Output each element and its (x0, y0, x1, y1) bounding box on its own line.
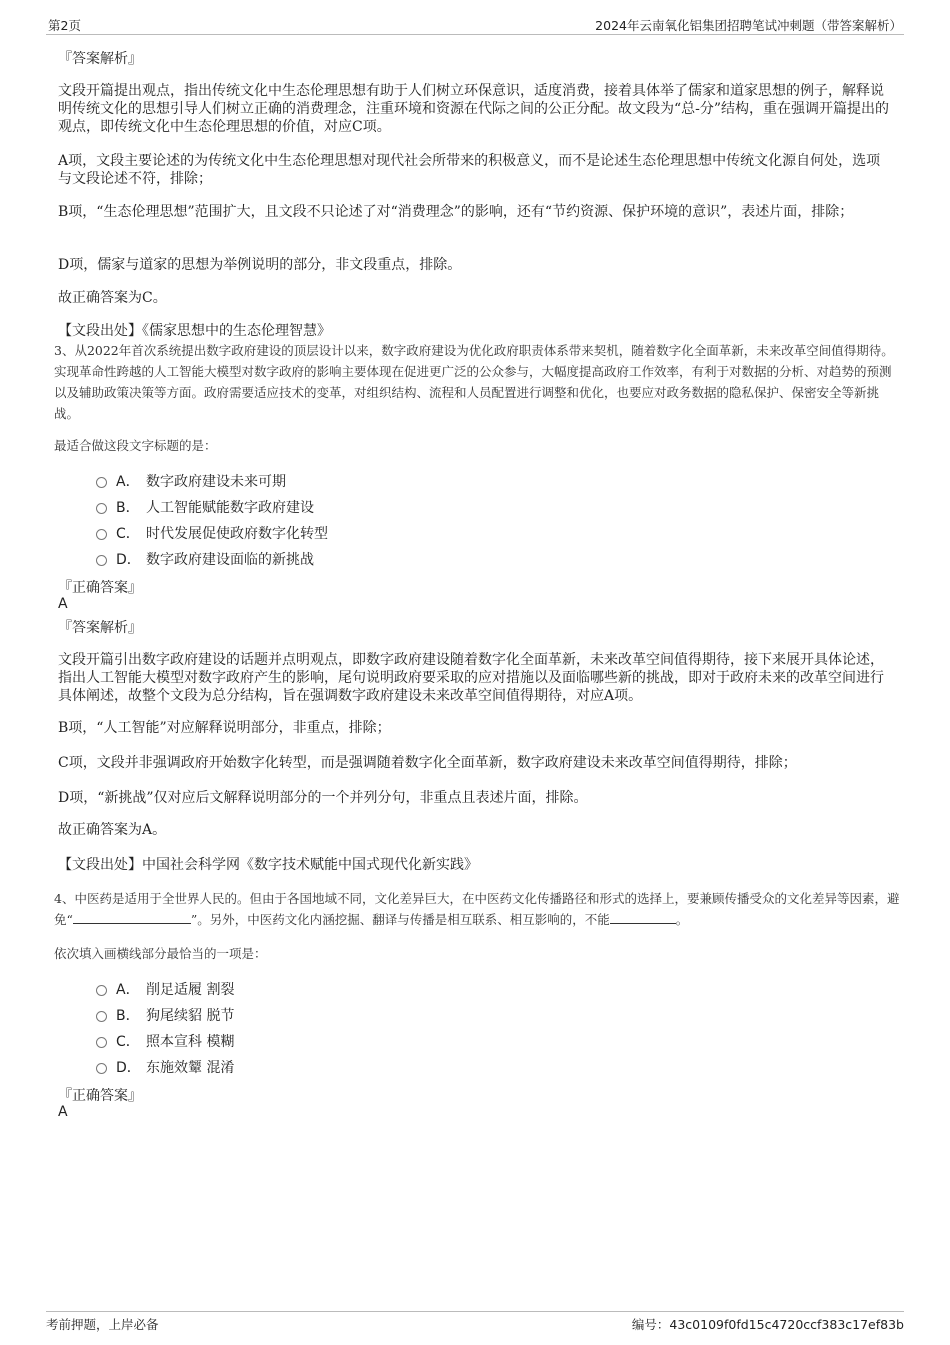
question-3-prompt: 最适合做这段文字标题的是： (54, 438, 217, 453)
radio-button-icon[interactable] (96, 1011, 107, 1022)
question-4-option-d[interactable]: D． 东施效颦 混淆 (96, 1057, 234, 1077)
fill-blank-2 (610, 911, 676, 924)
question-3-option-d[interactable]: D． 数字政府建设面临的新挑战 (96, 549, 314, 569)
correct-answer-label: 『正确答案』 (58, 1088, 142, 1104)
question-3-option-b[interactable]: B． 人工智能赋能数字政府建设 (96, 497, 314, 517)
radio-button-icon[interactable] (96, 503, 107, 514)
radio-button-icon[interactable] (96, 477, 107, 488)
page-footer (46, 1311, 904, 1332)
analysis-paragraph: 文段开篇提出观点，指出传统文化中生态伦理思想有助于人们树立环保意识，适度消费，接着具体举了儒家和道家思想的例子，解释说明传统文化的思想引导人们树立正确的消费理念，注重环境和资源在代际之间的公正分配。故文段为“总-分”结构，重在强调开篇提出的观点，即传统文化中生态伦理思想的价值，对应C项。 (58, 83, 890, 135)
radio-button-icon[interactable] (96, 555, 107, 566)
analysis-paragraph: D项，“新挑战”仅对应后文解释说明部分的一个并列分句，非重点且表述片面，排除。 (58, 790, 588, 806)
analysis-paragraph: B项，“生态伦理思想”范围扩大，且文段不只论述了对“消费理念”的影响，还有“节约资源、保护环境的意识”，表述片面，排除； (58, 204, 854, 220)
correct-answer-value: A (58, 596, 68, 612)
analysis-paragraph: 文段开篇引出数字政府建设的话题并点明观点，即数字政府建设随着数字化全面革新，未来改革空间值得期待，接下来展开具体论述，指出人工智能大模型对数字政府产生的影响，尾句说明政府要采取的应对措施以及面临哪些新的挑战，即对于政府未来的改革空间进行具体阐述，故整个文段为总分结构，旨在强调数字政府建设未来改革空间值得期待，对应A项。 (58, 652, 884, 704)
analysis-paragraph: C项，文段并非强调政府开始数字化转型，而是强调随着数字化全面革新，数字政府建设未来改革空间值得期待，排除； (58, 755, 797, 771)
question-4-text: 4、中医药是适用于全世界人民的。但由于各国地域不同，文化差异巨大，在中医药文化传播路径和形式的选择上，要兼顾传播受众的文化差异等因素，避免“ ”。另外，中医药文化内涵挖掘、翻译与传播是相互联系、相互影响的，不能 。 (54, 891, 900, 927)
analysis-conclusion: 故正确答案为A。 (58, 822, 167, 838)
question-3-option-a[interactable]: A． 数字政府建设未来可期 (96, 471, 286, 491)
analysis-conclusion: 故正确答案为C。 (58, 290, 167, 306)
question-3-text: 3、从2022年首次系统提出数字政府建设的顶层设计以来，数字政府建设为优化政府职责体系带来契机，随着数字化全面革新，未来改革空间值得期待。实现革命性跨越的人工智能大模型对数字政府的影响主要体现在促进更广泛的公众参与，大幅度提高政府工作效率，有利于对数据的分析、对趋势的预测以及辅助政策决策等方面。政府需要适应技术的变革，对组织结构、流程和人员配置进行调整和优化，也要应对政务数据的隐私保护、保密安全等新挑战。 (54, 343, 894, 421)
radio-button-icon[interactable] (96, 1063, 107, 1074)
question-4-option-b[interactable]: B． 狗尾续貂 脱节 (96, 1005, 234, 1025)
analysis-paragraph: A项，文段主要论述的为传统文化中生态伦理思想对现代社会所带来的积极意义，而不是论述生态伦理思想中传统文化源自何处，选项与文段论述不符，排除； (58, 153, 881, 187)
analysis-label: 『答案解析』 (58, 620, 142, 636)
radio-button-icon[interactable] (96, 1037, 107, 1048)
fill-blank-1 (73, 911, 191, 924)
correct-answer-value: A (58, 1104, 68, 1120)
question-3-option-c[interactable]: C． 时代发展促使政府数字化转型 (96, 523, 328, 543)
analysis-label: 『答案解析』 (58, 51, 142, 67)
correct-answer-label: 『正确答案』 (58, 580, 142, 596)
page-header (46, 14, 904, 35)
document-title: 2024年云南氧化铝集团招聘笔试冲刺题（带答案解析） (595, 18, 902, 33)
analysis-paragraph: D项，儒家与道家的思想为举例说明的部分，非文段重点，排除。 (58, 257, 462, 273)
radio-button-icon[interactable] (96, 529, 107, 540)
radio-button-icon[interactable] (96, 985, 107, 996)
footer-slogan: 考前押题，上岸必备 (46, 1317, 159, 1332)
question-4-prompt: 依次填入画横线部分最恰当的一项是： (54, 946, 267, 961)
source-citation: 【文段出处】中国社会科学网《数字技术赋能中国式现代化新实践》 (58, 857, 478, 873)
document-serial: 编号：43c0109f0fd15c4720ccf383c17ef83b (631, 1317, 904, 1332)
question-4-option-c[interactable]: C． 照本宣科 模糊 (96, 1031, 234, 1051)
analysis-paragraph: B项，“人工智能”对应解释说明部分，非重点，排除； (58, 720, 391, 736)
source-citation: 【文段出处】《儒家思想中的生态伦理智慧》 (58, 323, 331, 339)
page-number: 第2页 (48, 18, 81, 33)
question-4-option-a[interactable]: A． 削足适履 割裂 (96, 979, 234, 999)
